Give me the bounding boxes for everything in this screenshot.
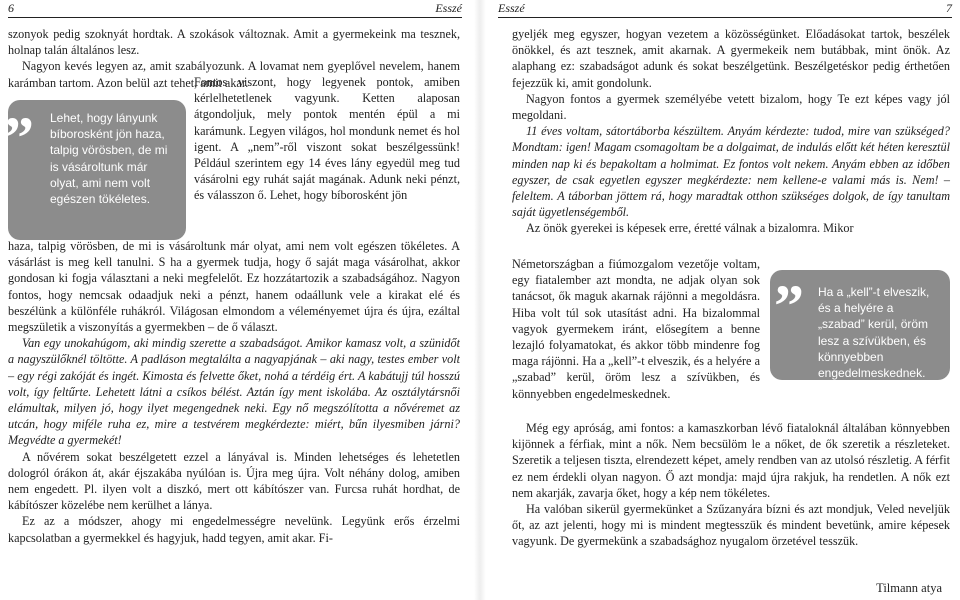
paragraph-italic: 11 éves voltam, sátortáborba készültem. Anyám kérdezte: tudod, mire van szükséged? Mondtam: igen! Magam csomagoltam be a dolgaimat, de indulás előtt két héten keresztül minden nap ki és bepakoltam a holmimat. Ez fontos volt nekem. Anyám ebben az időben egyszer, de csak egyetlen egyszer megkérdezte: nem kellene-e valami más is. Nem! – feleltem. A táborban jöttem rá, hogy maradtak otthon szükséges dolgok, de így tanultam saját ügyetlenségemből. bbox=[512, 124, 950, 220]
paragraph: Az önök gyerekei is képesek erre, éretté válnak a bizalomra. Mikor bbox=[526, 221, 854, 236]
pull-quote-text: Ha a „kell”-t elveszik, és a helyére a „szabad” kerül, öröm lesz a szívükben, és könnyebben engedelmeskednek. bbox=[818, 285, 930, 381]
quote-mark-icon: ” bbox=[4, 105, 34, 171]
body-text bbox=[8, 238, 460, 600]
pull-quote bbox=[4, 100, 186, 240]
pull-quote bbox=[770, 270, 950, 380]
right-page bbox=[490, 0, 960, 600]
intro-text bbox=[512, 26, 950, 237]
running-title: Esszé bbox=[435, 1, 462, 15]
paragraph: Ez az a módszer, ahogy mi engedelmességre nevelünk. Legyünk erős érzelmi kapcsolatban a gyermekkel és hagyjuk, hadd tegyen, amit akar. Fi- bbox=[8, 514, 460, 545]
left-page bbox=[0, 0, 470, 600]
quote-mark-icon: ” bbox=[774, 273, 804, 339]
pull-quote-text: Lehet, hogy lányunk bíborosként jön haza, talpig vörösben, de mi is vásároltunk már olyat, ami nem volt egészen tökéletes. bbox=[50, 111, 168, 207]
page-header bbox=[498, 0, 952, 18]
paragraph-italic: Van egy unokahúgom, aki mindig szerette a szabadságot. Amikor kamasz volt, a szünidőt a nagyszülőknél töltötte. A padláson megtalálta a nagyapjának – aki nagy, testes ember volt – egy régi zakóját és ingét. Kimosta és felvette őket, nohá a térdéig ért. A kabátujj túl hosszú volt, így feltűrte. Lehetett látni a csíkos bélést. Aztán így ment iskolába. Az osztálytársnői elámultak, milyen jó, hogy ilyet megengednek neki. Egy nő megszólította a nővéremet az utcán, hogy miféle ruha ez, mire a testvérem megkérdezte: miért, bűn ilyesmiben járni? Megvédte a gyermekét! bbox=[8, 336, 460, 448]
paragraph: szonyok pedig szoknyát hordtak. A szokások változnak. Amit a gyermekeink ma tesznek, holnap talán általános lesz. bbox=[8, 27, 460, 58]
paragraph: Ha valóban sikerül gyermekünket a Szűzanyára bízni és azt mondjuk, Veled neveljük őt, az azt jelenti, hogy mi is mindent megtesszük és mindent bevetünk, amire képesek vagyunk. De gyermekünk a szabadsághoz nyugalom örzetével tesszük. bbox=[512, 502, 950, 549]
paragraph: Nagyon kevés legyen az, amit szabályozunk. A lovamat nem gyeplővel nevelem, hanem karámban tartom. Azon belül azt tehet, amit akar. bbox=[8, 59, 460, 90]
page-number: 7 bbox=[946, 1, 952, 15]
running-title: Esszé bbox=[498, 1, 525, 15]
author-signature: Tilmann atya bbox=[876, 581, 942, 595]
body-text bbox=[512, 420, 950, 578]
paragraph: haza, talpig vörösben, de mi is vásároltunk már olyat, ami nem volt egészen tökéletes. A vásárlást is meg kell tanulni. S ha a gyermek tudja, hogy ő saját maga vásárolhat, akkor gondosan ki fogja választani a neki megfelelőt. Ez hozzátartozik a szabadságához. Nagyon fontos, hogy nemcsak odaadjuk neki a pénzt, hanem odaállunk vele a kirakat elé és beszélünk a különféle ruhákról. Világosan elmondom a véleményemet újra és újra, ezáltal megszületik a viszonyítás a gyermekben – de ő választ. bbox=[8, 239, 460, 335]
page-number: 6 bbox=[8, 1, 14, 15]
gutter bbox=[474, 0, 486, 600]
paragraph: Fontos viszont, hogy legyenek pontok, amiben kérlelhetetlenek vagyunk. Ketten alaposan átgondoljuk, mely pontok mentén épül a mi karámunk. Legyen világos, hol mondunk nemet és hol igent. A „nem”-ről viszont sokat beszélgessünk! Például szerintem egy 14 éves lány egyedül meg tud vásárolni egy ruhát saját magának. Adunk neki pénzt, és válasszon ő. Lehet, hogy bíborosként jön bbox=[194, 75, 460, 203]
paragraph: A nővérem sokat beszélgetett ezzel a lányával is. Minden lehetséges és lehetetlen dologról órákon át, akár éjszakába nyúlóan is. Újra meg újra. Volt néhány dolog, amiben nem engedett. Pl. ilyen volt a diszkó, mert ott kábítószer van. Furcsa ruhát hordhat, de kábítószer közelébe nem kerülhet a lánya. bbox=[8, 449, 460, 513]
paragraph: Nagyon fontos a gyermek személyébe vetett bizalom, hogy Te ezt képes vagy jól megoldani. bbox=[512, 91, 950, 123]
paragraph: gyeljék meg egyszer, hogyan vezetem a közösségünket. Előadásokat tartok, beszélek önökkel, és azt tesznek, amit akarnak. A gyermekeik nem butábbak, mint önök. Az alaphang ez: szabadságot adunk és sokat beszélgetünk. Beszélgetéskor pedig érthetően fejezzük ki, amit gondolunk. bbox=[512, 27, 950, 90]
paragraph: Még egy apróság, ami fontos: a kamaszkorban lévő fiataloknál általában könnyebben kijönnek a férfiak, mint a nők. Nem becsülöm le a nőket, de ők szeretik a részleteket. Szeretik a teljesen tiszta, elrendezett képet, amely rendben van az utolsó részletig. A férfit ez nem érdekli olyan nagyon. Ő azt mondja: majd újra rakjuk, ha rendetlen. A nők ezt nem akarják, zavarja őket, hogy a kép nem tökéletes. bbox=[512, 421, 950, 500]
paragraph: Németországban a fiúmozgalom vezetője voltam, egy fiatalember azt mondta, ne adjak olyan sok tanácsot, ők maguk akarnak rájönni a megoldásra. Hiba volt túl sok utasítást adni. Ha bizalommal vagyok gyermekem iránt, elősegítem a benne lezajló folyamatokat, és akkor több mindenre fog maga rájönni. Ha a „kell”-t elveszik, és a helyére a „szabad” kerül, öröm lesz a szívükben, és könnyebben engedelmeskednek. bbox=[512, 257, 760, 401]
wrap-text bbox=[512, 256, 760, 418]
page-header bbox=[8, 0, 462, 18]
wrap-text bbox=[194, 74, 460, 236]
